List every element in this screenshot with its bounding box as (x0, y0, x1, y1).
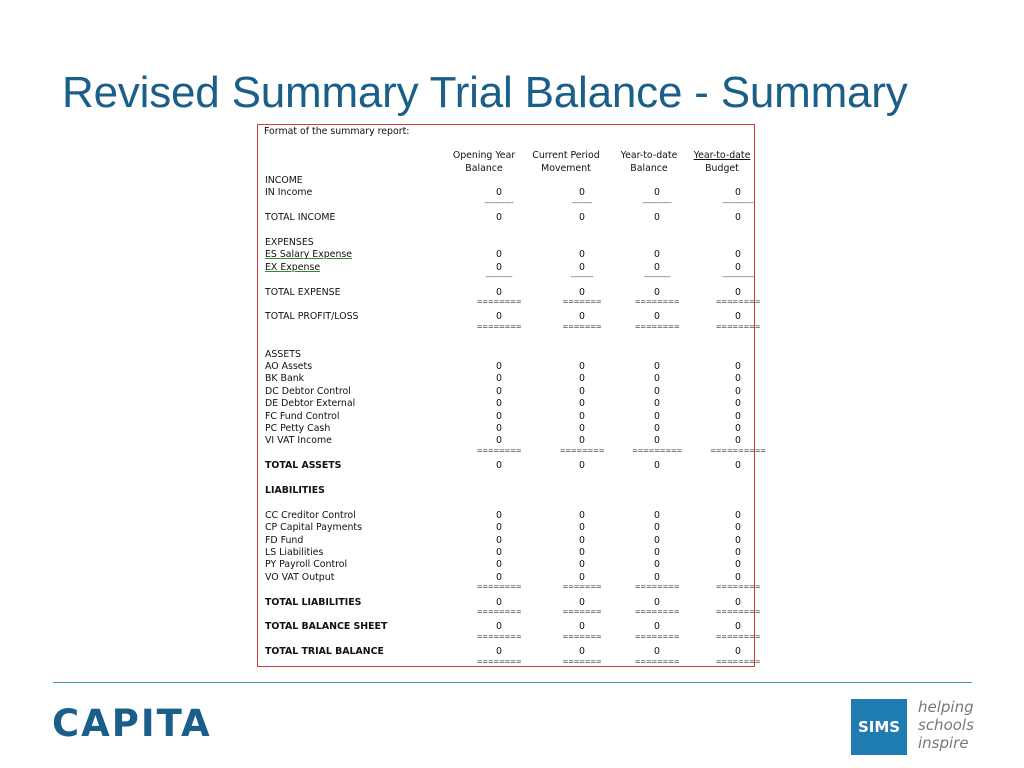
row-value: 0 (496, 509, 502, 521)
row-value: 0 (579, 423, 585, 434)
table-row (258, 249, 754, 261)
separator-rule: --------- (571, 198, 593, 207)
row-value: 0 (654, 212, 660, 224)
row-value: 0 (496, 621, 502, 633)
row-value: 0 (735, 423, 741, 434)
row-value: 0 (654, 621, 660, 633)
row-value: 0 (579, 187, 585, 199)
table-row (258, 175, 754, 187)
table-row (258, 349, 754, 361)
row-label: FC Fund Control (265, 410, 340, 422)
separator-rule: ======== (715, 632, 761, 641)
table-row (258, 522, 754, 534)
table-row (258, 535, 754, 547)
row-label: IN Income (265, 187, 313, 199)
row-value: 0 (579, 547, 585, 558)
row-value: 0 (654, 547, 660, 558)
sims-tagline: helping schools inspire (918, 698, 974, 752)
row-value: 0 (654, 596, 660, 608)
separator-rule: ======= (562, 657, 602, 666)
row-value: 0 (654, 460, 660, 472)
separator-rule: ------------- (642, 198, 672, 207)
row-value: 0 (654, 571, 660, 583)
row-value: 0 (735, 212, 741, 224)
row-value: 0 (735, 460, 741, 472)
row-label: TOTAL LIABILITIES (265, 596, 362, 608)
row-value: 0 (654, 435, 660, 447)
row-value: 0 (735, 646, 741, 658)
row-value: 0 (579, 435, 585, 447)
row-value: 0 (496, 261, 502, 273)
separator-row (258, 322, 761, 336)
table-row (258, 212, 754, 224)
row-value: 0 (579, 410, 585, 422)
blank-row (258, 225, 754, 237)
row-value: 0 (579, 646, 585, 658)
separator-row (258, 583, 761, 596)
separator-rule: ======== (476, 657, 522, 666)
row-value: 0 (579, 559, 585, 571)
row-label: TOTAL BALANCE SHEET (265, 621, 388, 633)
row-value: 0 (579, 460, 585, 472)
row-value: 0 (654, 187, 660, 199)
row-value: 0 (654, 509, 660, 521)
separator-rule: ======== (634, 298, 680, 306)
row-value: 0 (735, 547, 741, 558)
row-value: 0 (579, 212, 585, 224)
row-value: 0 (735, 187, 741, 199)
row-label: CC Creditor Control (265, 509, 356, 521)
separator-rule: ======== (715, 583, 761, 592)
row-label: ASSETS (265, 348, 301, 360)
separator-rule: ======== (634, 583, 680, 592)
row-value: 0 (735, 385, 741, 397)
row-value: 0 (496, 187, 502, 199)
table-row (258, 373, 754, 385)
row-value: 0 (496, 435, 502, 447)
row-label: EXPENSES (265, 237, 314, 248)
row-label: EX Expense (265, 261, 321, 273)
separator-rule: ======== (476, 583, 522, 592)
row-value: 0 (496, 311, 502, 323)
row-value: 0 (735, 596, 741, 608)
row-label: ES Salary Expense (265, 249, 353, 261)
row-value: 0 (654, 410, 660, 422)
separator-row (258, 632, 761, 646)
row-value: 0 (579, 311, 585, 323)
row-label: FD Fund (265, 534, 304, 546)
separator-rule: ======== (634, 608, 680, 616)
separator-rule: ========== (710, 446, 766, 455)
separator-row (258, 608, 761, 621)
slide-title: Revised Summary Trial Balance - Summary (62, 68, 908, 117)
row-value: 0 (579, 571, 585, 583)
separator-rule: ======== (476, 632, 522, 641)
summary-report (257, 124, 766, 667)
row-value: 0 (496, 249, 502, 261)
table-row (258, 485, 754, 497)
separator-row (258, 274, 754, 286)
row-value: 0 (579, 261, 585, 273)
blank-row (258, 497, 754, 509)
row-label: INCOME (265, 175, 303, 186)
col-header-current-movement: Current Period Movement (532, 150, 600, 174)
row-value: 0 (496, 547, 502, 558)
row-value: 0 (654, 361, 660, 372)
row-value: 0 (735, 311, 741, 323)
row-value: 0 (654, 522, 660, 534)
row-label: CP Capital Payments (265, 522, 362, 534)
separator-rule: -------------- (722, 273, 754, 282)
separator-row (258, 200, 754, 212)
row-value: 0 (735, 410, 741, 422)
row-value: 0 (654, 646, 660, 658)
separator-rule: ======== (634, 632, 680, 641)
row-value: 0 (579, 286, 585, 298)
row-label: TOTAL TRIAL BALANCE (265, 646, 384, 658)
row-value: 0 (579, 385, 585, 397)
table-row (258, 510, 754, 522)
row-value: 0 (496, 460, 502, 472)
row-value: 0 (735, 522, 741, 534)
row-value: 0 (579, 534, 585, 546)
row-value: 0 (735, 398, 741, 410)
table-row (258, 386, 754, 398)
row-label: BK Bank (265, 373, 305, 385)
row-value: 0 (735, 286, 741, 298)
capita-logo: CAPITA (52, 702, 212, 745)
separator-rule: ------------ (643, 273, 671, 282)
separator-rule: ======= (562, 632, 602, 641)
row-label: DC Debtor Control (265, 385, 351, 397)
separator-rule: ---------- (570, 273, 594, 282)
row-value: 0 (496, 522, 502, 534)
row-value: 0 (654, 249, 660, 261)
row-value: 0 (579, 596, 585, 608)
separator-rule: ========= (631, 446, 683, 455)
blank-row (258, 336, 754, 348)
row-label: LIABILITIES (265, 485, 325, 496)
separator-rule: ======== (634, 657, 680, 666)
row-value: 0 (735, 509, 741, 521)
row-value: 0 (654, 559, 660, 571)
row-value: 0 (735, 249, 741, 261)
separator-rule: ======== (476, 298, 522, 306)
row-value: 0 (735, 435, 741, 447)
footer-divider (53, 682, 972, 683)
row-value: 0 (654, 423, 660, 434)
row-value: 0 (654, 286, 660, 298)
row-label: PC Petty Cash (265, 423, 331, 434)
separator-rule: ======== (476, 608, 522, 616)
row-value: 0 (579, 398, 585, 410)
row-value: 0 (579, 361, 585, 372)
separator-rule: ======= (562, 608, 602, 616)
row-value: 0 (579, 522, 585, 534)
row-label: TOTAL INCOME (265, 212, 336, 224)
col-header-ytd-budget: Year-to-date Budget (693, 150, 751, 174)
row-value: 0 (735, 361, 741, 372)
separator-rule: ======== (476, 322, 522, 331)
row-value: 0 (579, 621, 585, 633)
row-value: 0 (496, 286, 502, 298)
row-label: TOTAL ASSETS (265, 460, 342, 472)
row-label: TOTAL PROFIT/LOSS (265, 311, 359, 323)
row-value: 0 (496, 361, 502, 372)
row-value: 0 (654, 534, 660, 546)
row-value: 0 (735, 373, 741, 385)
separator-rule: ======== (634, 322, 680, 331)
col-header-opening-balance: Opening Year Balance (452, 150, 516, 174)
table-row (258, 398, 754, 410)
col-header-ytd-balance: Year-to-date Balance (620, 150, 678, 174)
row-value: 0 (579, 509, 585, 521)
table-row (258, 547, 754, 559)
row-value: 0 (654, 261, 660, 273)
separator-rule: ======== (715, 298, 761, 306)
row-value: 0 (654, 373, 660, 385)
row-value: 0 (496, 646, 502, 658)
row-value: 0 (496, 559, 502, 571)
separator-rule: ======= (562, 583, 602, 592)
separator-rule: ------------- (484, 198, 514, 207)
separator-rule: -------------- (722, 198, 754, 207)
row-value: 0 (496, 398, 502, 410)
row-value: 0 (496, 571, 502, 583)
table-row (258, 411, 754, 423)
row-value: 0 (735, 621, 741, 633)
table-row (258, 460, 754, 472)
row-value: 0 (496, 212, 502, 224)
table-row (258, 559, 754, 571)
separator-rule: ======== (715, 322, 761, 331)
row-value: 0 (496, 596, 502, 608)
separator-row (258, 657, 761, 671)
separator-rule: ======== (476, 446, 522, 455)
row-label: TOTAL EXPENSE (265, 286, 341, 298)
row-value: 0 (654, 398, 660, 410)
row-value: 0 (496, 410, 502, 422)
row-value: 0 (654, 311, 660, 323)
separator-rule: ======== (715, 657, 761, 666)
row-label: VO VAT Output (265, 571, 335, 583)
separator-rule: ------------ (485, 273, 513, 282)
row-label: PY Payroll Control (265, 559, 348, 571)
row-value: 0 (735, 559, 741, 571)
row-label: LS Liabilities (265, 547, 324, 558)
table-row (258, 361, 754, 373)
row-label: AO Assets (265, 361, 313, 372)
sims-logo: SIMS (851, 699, 907, 755)
row-value: 0 (579, 373, 585, 385)
row-value: 0 (496, 373, 502, 385)
row-value: 0 (496, 385, 502, 397)
separator-row (258, 298, 761, 311)
separator-row (258, 446, 766, 460)
separator-rule: ======= (562, 322, 602, 331)
row-value: 0 (735, 571, 741, 583)
separator-rule: ======== (559, 446, 605, 455)
table-row (258, 423, 754, 435)
report-caption: Format of the summary report: (264, 126, 410, 137)
row-value: 0 (496, 423, 502, 434)
separator-rule: ======= (562, 298, 602, 306)
blank-row (258, 473, 754, 485)
row-label: VI VAT Income (265, 435, 332, 447)
row-label: DE Debtor External (265, 398, 356, 410)
separator-rule: ======== (715, 608, 761, 616)
row-value: 0 (579, 249, 585, 261)
row-value: 0 (735, 534, 741, 546)
row-value: 0 (496, 534, 502, 546)
row-value: 0 (654, 385, 660, 397)
row-value: 0 (735, 261, 741, 273)
table-row (258, 237, 754, 249)
